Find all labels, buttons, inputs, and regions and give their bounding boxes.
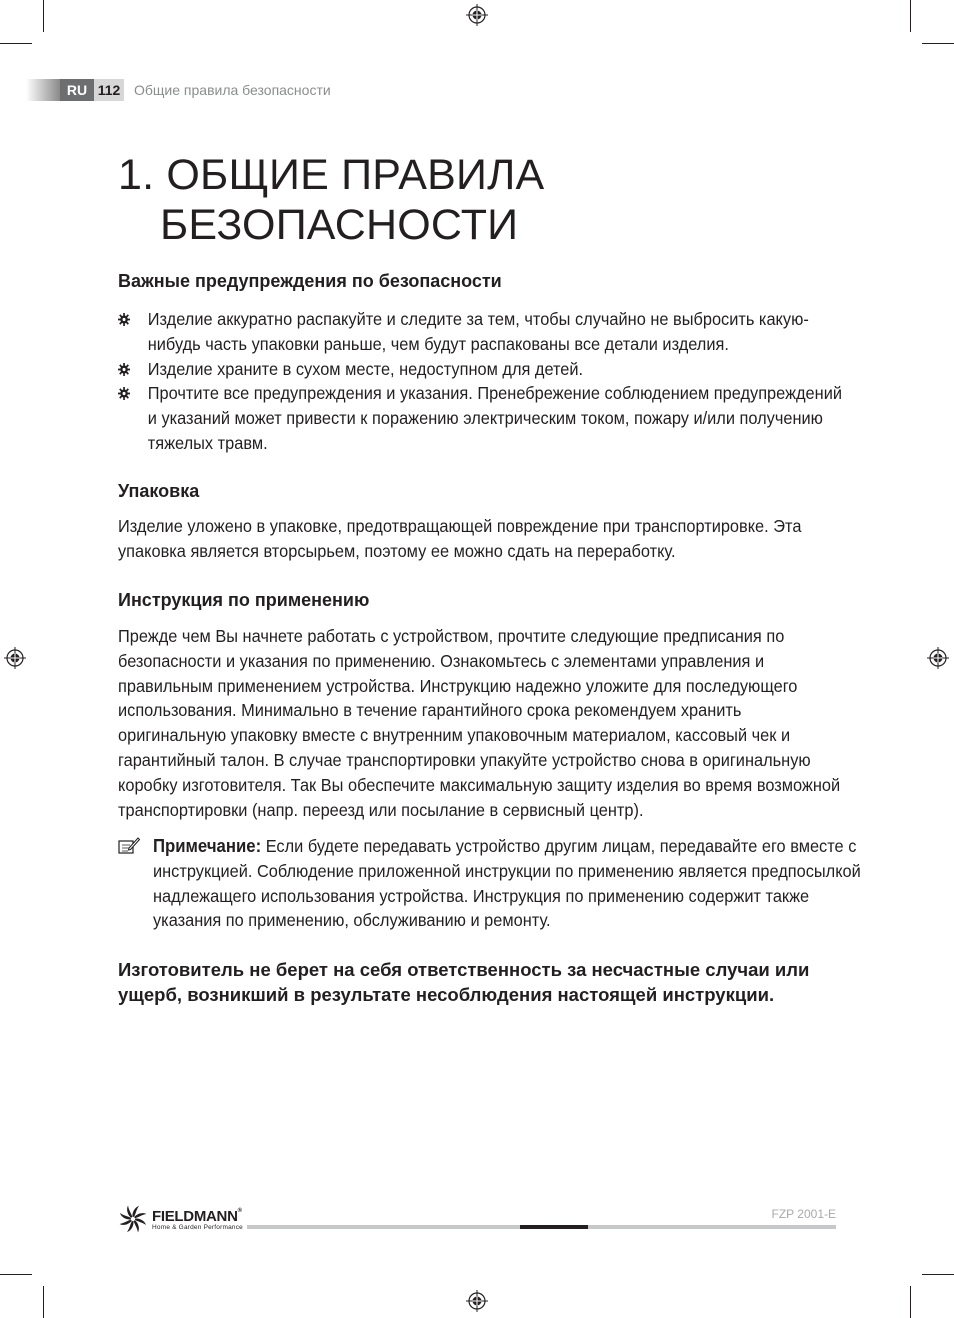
running-header-title: Общие правила безопасности [134,82,331,98]
crop-mark [0,1274,32,1275]
brand-name [152,1208,242,1225]
packaging-text: Изделие уложено в упаковке, предотвращающей повреждение при транспортировке. Эта упаковка является вторсырьем, поэтому ее можно сдать на переработку. [118,516,802,561]
crop-mark [43,0,44,32]
page-title [118,150,544,250]
registered-mark: ® [237,1208,242,1214]
note-label: Примечание: [153,836,262,856]
bullet-text: Изделие храните в сухом месте, недоступном для детей. [147,358,584,379]
header-gradient [26,79,60,101]
page-number: 112 [94,79,124,101]
gear-bullet-icon [118,313,130,326]
gear-bullet-icon [118,387,130,400]
brand-wordmark: FIELDMANN [152,1208,238,1225]
bullet-text: Изделие аккуратно распакуйте и следите за тем, чтобы случайно не выбросить какую-нибудь часть упаковки раньше, чем будут распакованы все детали изделия. [147,309,809,354]
crop-mark [922,43,954,44]
crop-mark [43,1286,44,1318]
language-badge: RU [60,79,94,101]
packaging-heading: Упаковка [118,481,200,501]
footer-rule-light [247,1225,520,1229]
page-header-tab [26,79,124,101]
crop-mark [910,0,911,32]
model-number: FZP 2001-E [771,1207,836,1221]
crop-mark [0,43,32,44]
fieldmann-logo-icon [118,1204,152,1234]
instructions-text: Прежде чем Вы начнете работать с устройством, прочтите следующие предписания по безопасности и указания по применению. Ознакомьтесь с элементами управления и правильным применением устройства. Инструкцию надежно уложите для последующего использования. Минимально в течение гарантийного срока рекомендуем хранить оригинальную упаковку вместе с внутренним упаковочным материалом, кассовый чек и гарантийный талон. В случае транспортировки упакуйте устройство снова в оригинальную коробку изготовителя. Так Вы обеспечите максимальную защиту изделия во время возможной транспортировки (напр. переезд или посылание в сервисный центр). [118,626,841,820]
list-item [118,357,853,382]
registration-mark-icon [466,4,488,26]
instructions-heading: Инструкция по применению [118,590,370,610]
note-text [153,834,869,933]
crop-mark [910,1286,911,1318]
registration-mark-icon [466,1290,488,1312]
footer-rule-light [588,1225,836,1229]
gear-bullet-icon [118,363,130,376]
note-body: Если будете передавать устройство другим лицам, передавайте его вместе с инструкцией. Соблюдение приложенной инструкции по применению является предпосылкой надлежащего использования устройства. Инструкция по применению содержит также указания по применению, обслуживанию и ремонту. [153,836,861,931]
safety-bullet-list [118,307,853,456]
note-pencil-icon [118,837,140,855]
footer-rule-dark [520,1225,588,1229]
brand-tagline: Home & Garden Performance [152,1224,243,1231]
page-title-line2: БЕЗОПАСНОСТИ [160,201,519,249]
bullet-text: Прочтите все предупреждения и указания. Пренебрежение соблюдением предупреждений и указаний может привести к поражению электрическим током, пожару и/или получению тяжелых травм. [147,383,842,453]
crop-mark [922,1274,954,1275]
registration-mark-icon [927,647,949,669]
list-item [118,307,853,357]
page-title-line1: 1. ОБЩИЕ ПРАВИЛА [118,151,545,199]
liability-warning: Изготовитель не берет на себя ответственность за несчастные случаи или ущерб, возникший в результате несоблюдения настоящей инструкции. [118,959,810,1005]
list-item [118,381,853,455]
registration-mark-icon [4,647,26,669]
safety-heading: Важные предупреждения по безопасности [118,271,502,291]
